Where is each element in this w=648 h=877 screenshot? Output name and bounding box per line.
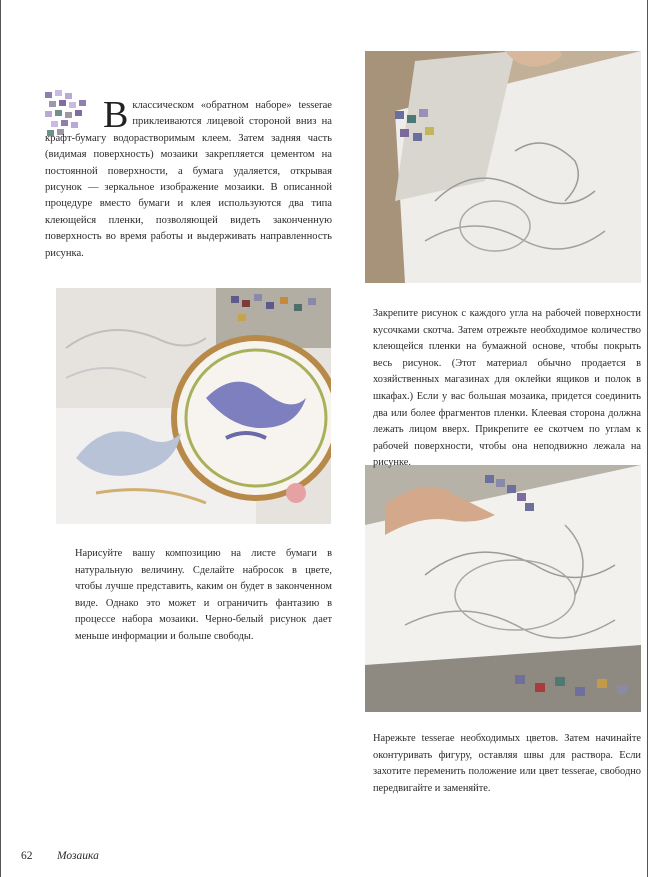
caption-tape: Закрепите рисунок с каждого угла на рабочей поверхности кусочками скотча. Затем отрежьте необходимое количество клеющейся пленки на бумажной основе, чтобы покрыть весь рисунок. (Этот материал обычно продается в хозяйственных магазинах для оклейки ящиков и полок в шкафах.) Если у вас большая мозаика, придется соединить два или более фрагментов пленки. Клеевая сторона должна лежать лицом вверх. Прикрепите ее скотчем по углам к рабочей поверхности, чтобы она неподвижно лежала на рисунке. <box>373 308 641 469</box>
section-title: Мозаика <box>57 850 99 862</box>
intro-paragraph <box>45 94 332 262</box>
intro-text: классическом «обратном наборе» tesserae приклеиваются лицевой стороной вниз на крафт-бумагу водорастворимым клеем. Затем задняя часть (видимая поверхность) мозаики закрепляется цементом на постоянной поверхности, а бумага удаляется, открывая рисунок — зеркальное изображение мозаики. В описанной процедуре вместо бумаги и клея используются два типа клеющейся пленки, позволяющей видеть законченную поверхность во время работы и выдерживать направленность рисунка. <box>45 100 332 259</box>
caption-tesserae: Нарежьте tesserae необходимых цветов. Затем начинайте оконтуривать фигуру, оставляя швы для раствора. Если захотите переменить положение или цвет tesserae, свободно передвигайте и заменяйте. <box>373 733 641 794</box>
photo-placing-tesserae <box>365 465 641 712</box>
photo-peeling-film <box>365 51 641 283</box>
caption-drawing: Нарисуйте вашу композицию на листе бумаги в натуральную величину. Сделайте набросок в цвете, чтобы лучше представить, каким он будет в законченном виде. Однако это может и ограничить фантазию в процессе набора мозаики. Черно-белый рисунок дает меньше информации и больше свободы. <box>75 548 332 642</box>
photo-bird-sketches <box>56 288 331 524</box>
drop-cap: В <box>103 94 129 136</box>
page-number: 62 <box>21 850 33 862</box>
